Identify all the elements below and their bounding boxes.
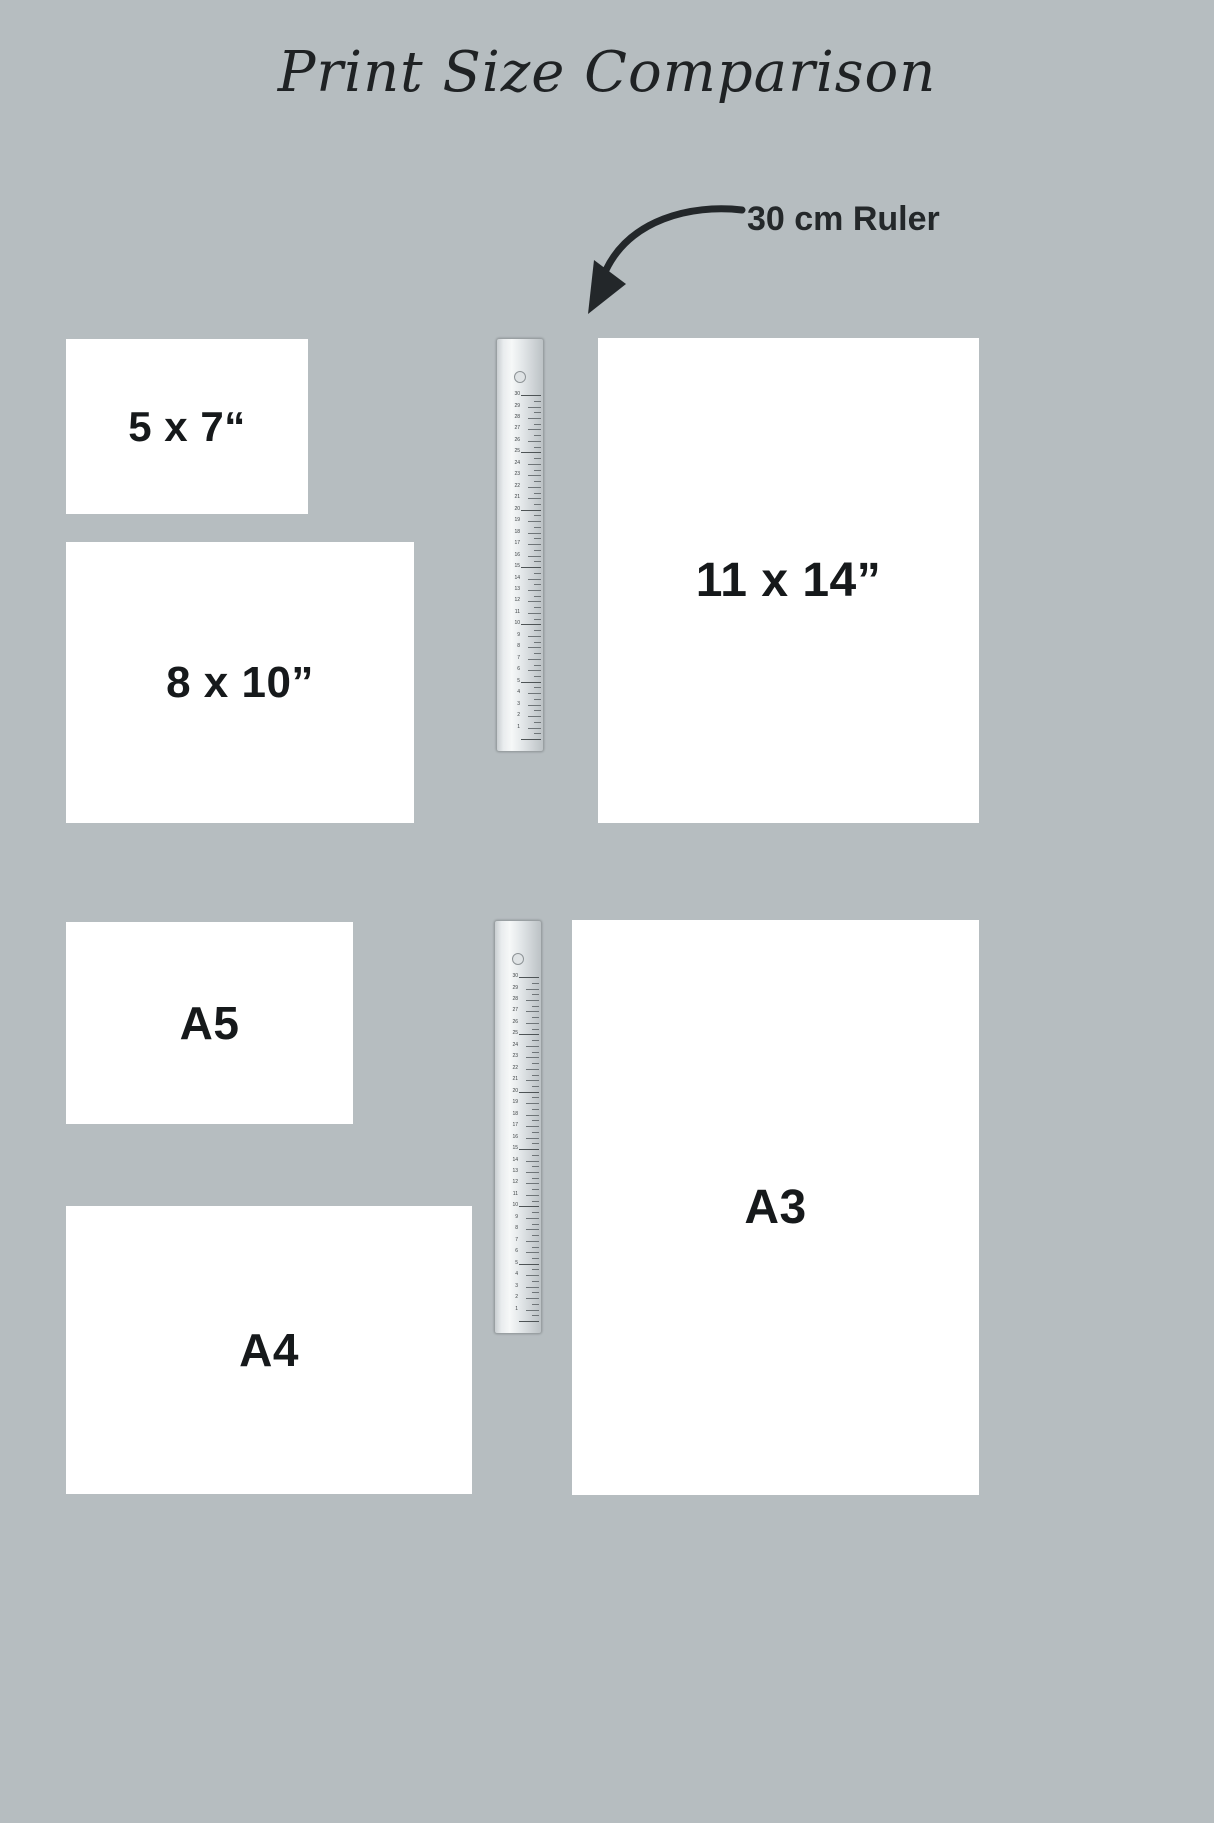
paper-sample-a5 <box>66 922 353 1124</box>
paper-sample-a3 <box>572 920 979 1495</box>
ruler-tick-scale-top: 30 29 28 27 26 25 24 23 22 21 20 19 18 17 16 15 14 13 12 11 10 9 8 7 6 5 4 3 2 1 <box>497 339 543 751</box>
paper-label-a5: A5 <box>179 997 240 1049</box>
paper-sample-11x14 <box>598 338 979 823</box>
ruler-30cm-bottom <box>494 920 542 1334</box>
page-title: Print Size Comparison <box>277 40 937 105</box>
paper-sample-5x7 <box>66 339 308 514</box>
paper-sample-8x10 <box>66 542 414 823</box>
paper-label-5x7: 5 x 7“ <box>128 402 246 450</box>
paper-label-a3: A3 <box>744 1181 807 1234</box>
paper-sample-a4 <box>66 1206 472 1494</box>
paper-label-a4: A4 <box>239 1324 299 1376</box>
ruler-tick-scale-bottom: 30 29 28 27 26 25 24 23 22 21 20 19 18 17 16 15 14 13 12 11 10 9 8 7 6 5 4 3 2 1 <box>495 921 541 1333</box>
curved-arrow-icon <box>570 198 750 328</box>
paper-label-8x10: 8 x 10” <box>166 657 314 707</box>
ruler-30cm-top <box>496 338 544 752</box>
paper-label-11x14: 11 x 14” <box>695 554 882 607</box>
ruler-annotation-label: 30 cm Ruler <box>747 200 940 238</box>
